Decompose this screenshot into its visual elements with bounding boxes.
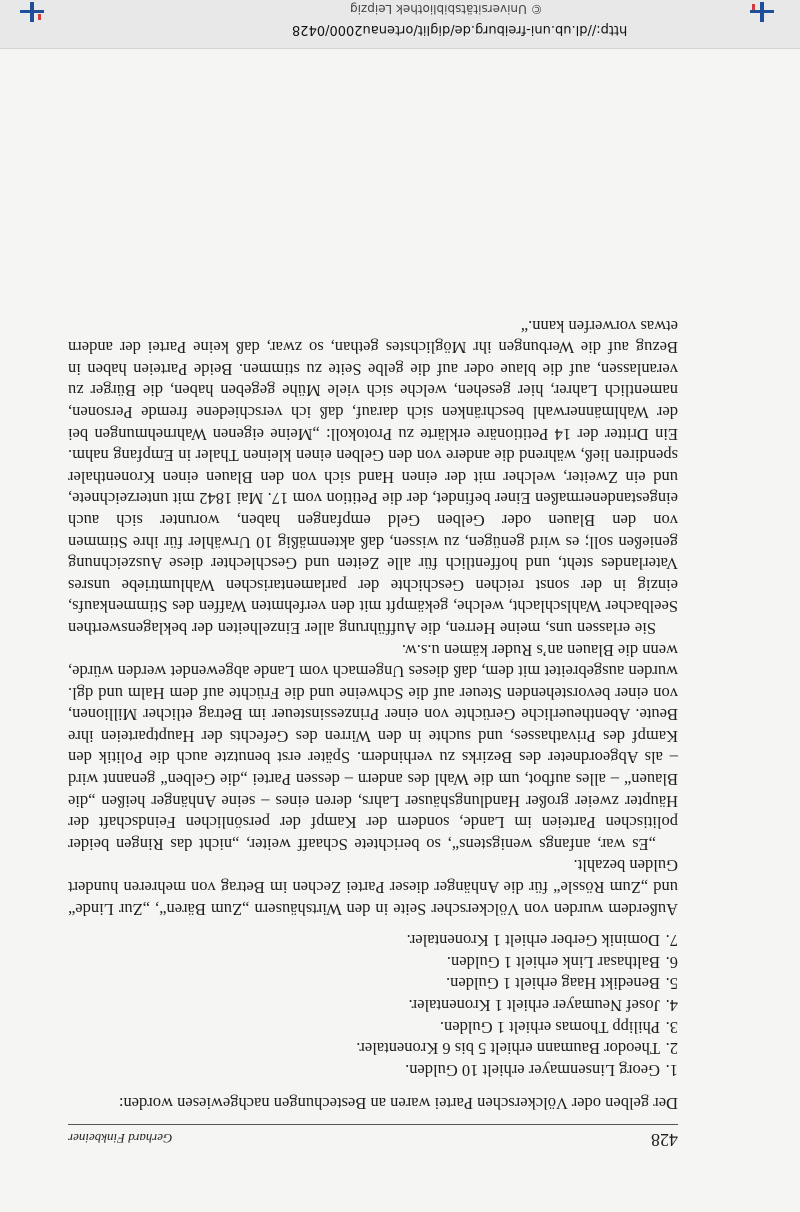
list-item: 7. Dominik Gerber erhielt 1 Kronentaler. [406, 931, 678, 951]
list-item: 6. Balthasar Link erhielt 1 Gulden. [446, 952, 678, 972]
list-item: 1. Georg Linsenmayer erhielt 10 Gulden. [405, 1060, 678, 1080]
list-item: 4. Josef Neumayer erhielt 1 Kronentaler. [408, 996, 678, 1016]
intro-paragraph: Der gelben oder Völckerschen Partei waren an Bestechungen nachgewiesen worden: [118, 1094, 678, 1114]
body-paragraph-1: Außerdem wurden von Völckerscher Seite in den Wirtshäusern „Zum Bären“, „Zur Linde“ und „Zum Rössle“ für die Anhänger dieser Partei Zechen im Betrag von mehreren hundert Gulden bezahlt. [68, 856, 678, 919]
credit-leipzig: © Universitätsbibliothek Leipzig [350, 2, 543, 16]
list-item: 3. Philipp Thomas erhielt 1 Gulden. [439, 1017, 678, 1037]
body-paragraph-2: „Es war, anfangs wenigstens“, so berichtete Schaaff weiter, „nicht das Ringen beider politischen Parteien im Lande, sondern der Kampf der persönlichen Feindschaft der Häupter zweier großer Handlungshäuser Lahrs, deren eines – seine Anhänger heißen „die Blauen“ – alles aufbot, um die Wahl des andern – dessen Partei „die Gelben“ genannt wird – als Abgeordneter des Bezirks zu verhindern. Später erst benutzte auch die Politik den Kampf des Privathasses, und suchte in den Wirren des Gefechts der Hauptparteien ihre Beute. Abentheuerliche Gerüchte von einer Prinzessinsteuer im Betrag etlicher Millionen, von einer bevorstehenden Steuer auf die Schweine und die Früchte auf dem Halm und dgl. wurden ausgebreitet mit dem, daß dieses Ungemach vom Lande abgewendet werden würde, wenn die Blauen an’s Ruder kämen u.s.w. [68, 640, 678, 854]
list-item: 5. Benedikt Haag erhielt 1 Gulden. [446, 974, 678, 994]
viewer-top-bar [0, 0, 800, 49]
running-title: Gerhard Finkbeiner [68, 1131, 173, 1146]
page-header [68, 1124, 678, 1150]
library-logo-icon [740, 2, 784, 22]
page-content [68, 315, 678, 1150]
page-url[interactable]: http://dl.ub.uni-freiburg.de/diglit/ortenau2000/0428 [292, 22, 628, 37]
page-number: 428 [651, 1130, 678, 1150]
bribe-list [68, 930, 678, 1081]
body-paragraph-3: Sie erlassen uns, meine Herren, die Aufführung aller Einzelheiten der beklagenswerthen Seelbacher Wahlschlacht, welche, gekämpft mit den verfehmten Waffen des Stimmenkaufs, einzig in der sonst reichen Geschichte der parlamentarischen Wahlumtriebe unsres Vaterlandes steht, und hoffentlich für alle Zeiten und Geschlechter diese Auszeichnung genießen soll; es wird genügen, zu wissen, daß aktenmäßig 10 Urwähler für ihre Stimmen von den Blauen oder Gelben Geld empfangen haben, worunter sich auch eingestandenermaßen Einer befindet, der die Petition vom 17. Mai 1842 mit unterzeichnete, und ein Zweiter, welcher mit der einen Hand sich von den Blauen einen Kronenthaler spendiren ließ, während die andere von den Gelben einen kleinen Thaler in Empfang nahm. Ein Dritter der 14 Petitionäre erklärte zu Protokoll: „Meine eigenen Wahrnehmungen bei der Wahlmännerwahl beschränken sich darauf, daß ich verschiedene fremde Personen, namentlich Lahrer, hier gesehen, welche sich viele Mühe gegeben haben, die Bürger zu veranlassen, auf die blaue oder auf die gelbe Seite zu stimmen. Beide Parteien haben in Bezug auf die Werbungen ihr Möglichstes gethan, so zwar, daß keine Partei der andern etwas vorwerfen kann.“ [68, 316, 678, 638]
list-item: 2. Theodor Baumann erhielt 5 bis 6 Kronentaler. [356, 1039, 678, 1059]
library-logo-icon [10, 2, 54, 22]
